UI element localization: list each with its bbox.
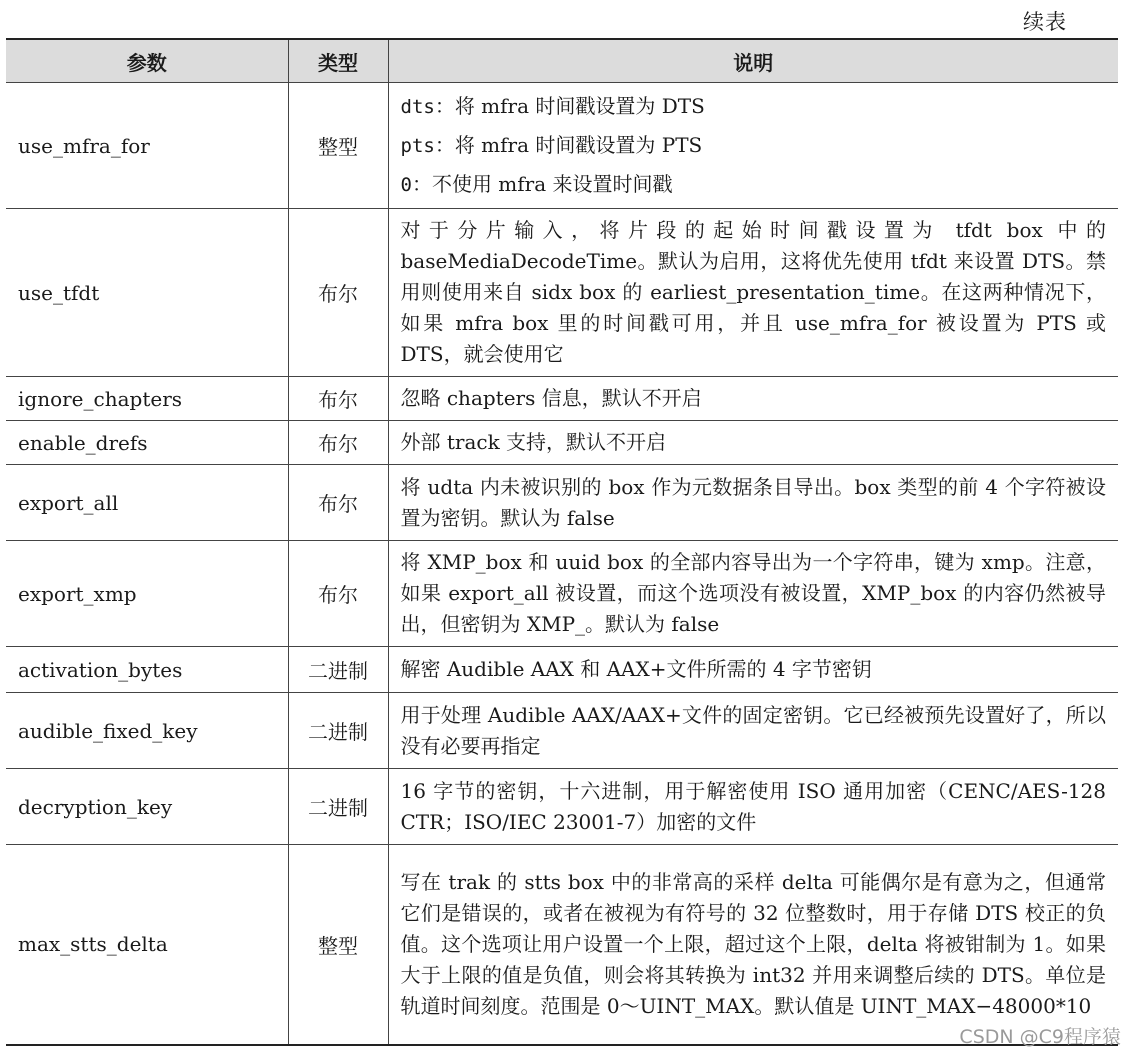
table-row [6, 83, 1118, 209]
param-desc: 将 udta 内未被识别的 box 作为元数据条目导出。box 类型的前 4 个字符被设置为密钥。默认为 false [388, 465, 1118, 541]
code-value: 0 [400, 174, 412, 196]
table-header-row [6, 39, 1118, 83]
desc-line-text: ：将 mfra 时间戳设置为 PTS [434, 133, 703, 157]
table-row [6, 845, 1118, 1045]
table-row [6, 541, 1118, 647]
param-name: audible_fixed_key [6, 693, 288, 769]
desc-line-text: ：将 mfra 时间戳设置为 DTS [434, 94, 705, 118]
param-type: 布尔 [288, 209, 388, 377]
param-type: 二进制 [288, 647, 388, 693]
header-param: 参数 [6, 39, 288, 83]
param-name: decryption_key [6, 769, 288, 845]
param-desc: 解密 Audible AAX 和 AAX+文件所需的 4 字节密钥 [388, 647, 1118, 693]
param-desc: 将 XMP_box 和 uuid box 的全部内容导出为一个字符串，键为 xmp。注意，如果 export_all 被设置，而这个选项没有被设置，XMP_box 的内容仍然被导出，但密钥为 XMP_。默认为 false [388, 541, 1118, 647]
param-desc: 写在 trak 的 stts box 中的非常高的采样 delta 可能偶尔是有意为之，但通常它们是错误的，或者在被视为有符号的 32 位整数时，用于存储 DTS 校正的负值。这个选项让用户设置一个上限，超过这个上限，delta 将被钳制为 1。如果大于上限的值是负值，则会将其转换为 int32 并用来调整后续的 DTS。单位是轨道时间刻度。范围是 0～UINT_MAX。默认值是 UINT_MAX−48000*10 [388, 845, 1118, 1045]
table-row [6, 421, 1118, 465]
param-name: ignore_chapters [6, 377, 288, 421]
param-name: use_mfra_for [6, 83, 288, 209]
param-desc: 16 字节的密钥，十六进制，用于解密使用 ISO 通用加密（CENC/AES-128 CTR；ISO/IEC 23001-7）加密的文件 [388, 769, 1118, 845]
param-desc: 对于分片输入，将片段的起始时间戳设置为 tfdt box 中的 baseMediaDecodeTime。默认为启用，这将优先使用 tfdt 来设置 DTS。禁用则使用来自 sidx box 的 earliest_presentation_time。在这两种情况下，如果 mfra box 里的时间戳可用，并且 use_mfra_for 被设置为 PTS 或 DTS，就会使用它 [388, 209, 1118, 377]
desc-line-text: ：不使用 mfra 来设置时间戳 [411, 172, 673, 196]
param-name: export_all [6, 465, 288, 541]
table-row [6, 769, 1118, 845]
param-name: activation_bytes [6, 647, 288, 693]
header-type: 类型 [288, 39, 388, 83]
desc-line [401, 87, 1107, 126]
param-name: use_tfdt [6, 209, 288, 377]
desc-line [401, 126, 1107, 165]
param-desc [388, 83, 1118, 209]
param-type: 布尔 [288, 421, 388, 465]
table-row [6, 693, 1118, 769]
param-type: 二进制 [288, 693, 388, 769]
param-type: 布尔 [288, 377, 388, 421]
param-type: 整型 [288, 83, 388, 209]
param-desc: 外部 track 支持，默认不开启 [388, 421, 1118, 465]
table-row [6, 209, 1118, 377]
param-type: 整型 [288, 845, 388, 1045]
param-type: 二进制 [288, 769, 388, 845]
continued-label: 续表 [1023, 10, 1067, 34]
watermark: CSDN @C9程序猿 [959, 1026, 1121, 1048]
param-name: export_xmp [6, 541, 288, 647]
param-name: max_stts_delta [6, 845, 288, 1045]
param-type: 布尔 [288, 465, 388, 541]
code-value: pts [400, 135, 435, 157]
param-name: enable_drefs [6, 421, 288, 465]
header-desc: 说明 [388, 39, 1118, 83]
param-desc: 用于处理 Audible AAX/AAX+文件的固定密钥。它已经被预先设置好了，所以没有必要再指定 [388, 693, 1118, 769]
param-type: 布尔 [288, 541, 388, 647]
desc-line [401, 165, 1107, 204]
parameter-table [6, 38, 1118, 1046]
param-desc: 忽略 chapters 信息，默认不开启 [388, 377, 1118, 421]
table-row [6, 647, 1118, 693]
code-value: dts [400, 96, 435, 118]
table-row [6, 465, 1118, 541]
table-row [6, 377, 1118, 421]
